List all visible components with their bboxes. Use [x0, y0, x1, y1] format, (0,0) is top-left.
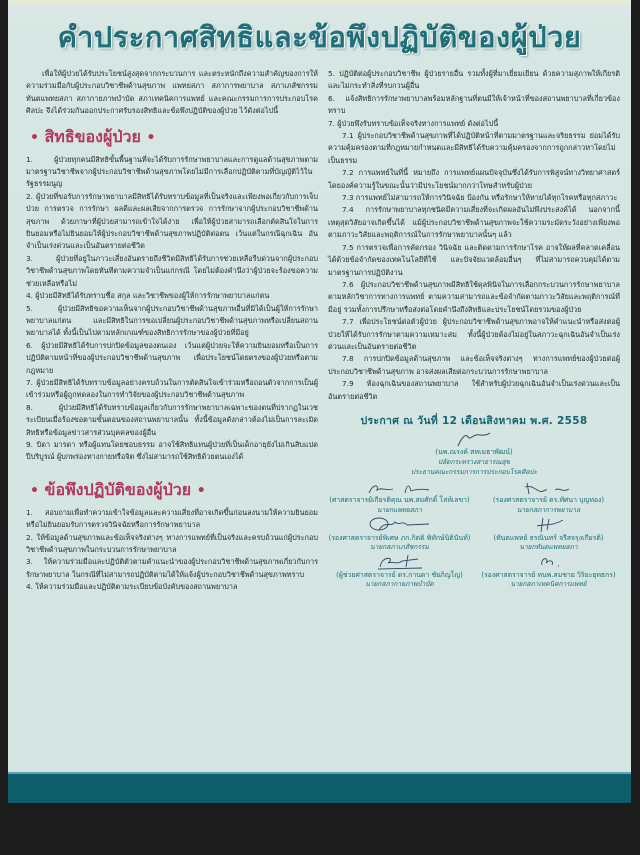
rights-heading-text: สิทธิของผู้ป่วย: [44, 126, 141, 146]
duties-subitem: 7.7 เพื่อประโยชน์ต่อตัวผู้ป่วย ผู้ประกอบวิชาชีพด้านสุขภาพอาจให้คำแนะนำหรือส่งต่อผู้ป่วยให้ได้รับการรักษาตามความเหมาะสม ทั้งนี้ผู้ป่วยต้องไม่อยู่ในสภาวะฉุกเฉินอันจำเป็นเร่งด่วนและเป็นอันตรายต่อชีวิต: [328, 317, 620, 351]
rights-item: 7. ผู้ป่วยมีสิทธิได้รับทราบข้อมูลอย่างครบถ้วนในการตัดสินใจเข้าร่วมหรือถอนตัวจากการเป็นผู้เข้าร่วมหรือผู้ถูกทดลองในการทำวิจัยของผู้ประกอบวิชาชีพด้านสุขภาพ: [26, 377, 318, 400]
duties-subitem: 7.1 ผู้ประกอบวิชาชีพด้านสุขภาพที่ได้ปฏิบัติหน้าที่ตามมาตรฐานและจริยธรรม ย่อมได้รับความคุ้มครองตามที่กฎหมายกำหนดและมีสิทธิได้รับความคุ้มครองจากการถูกกล่าวหาโดยไม่เป็นธรรม: [328, 131, 620, 165]
signatory-name: (รองศาสตราจารย์ ดร.ทัศนา บุญทอง): [492, 496, 605, 505]
signatory-name: (ทันตแพทย์ ธรณินทร์ จรีสจรุงเกียรติ): [493, 533, 604, 542]
signatories-grid: [328, 481, 620, 590]
duties-subitem: 7.6 ผู้ประกอบวิชาชีพด้านสุขภาพมีสิทธิใช้ดุลพินิจในการเลือกกระบวนการรักษาพยาบาลตามหลักวิชาการทางการแพทย์ ตามความสามารถและข้อจำกัดตามภาวะวิสัยและพฤติการณ์ที่มีอยู่ รวมทั้งการปรึกษาหรือส่งต่อโดยคำนึงถึงสิทธิและประโยชน์โดยรวมของผู้ป่วย: [328, 279, 620, 314]
signature-icon: [372, 553, 428, 571]
duties-heading: [30, 480, 318, 501]
rights-item: 9. บิดา มารดา หรือผู้แทนโดยชอบธรรม อาจใช้สิทธิแทนผู้ป่วยที่เป็นเด็กอายุยังไม่เกินสิบแปดปีบริบูรณ์ ผู้บกพร่องทางกายหรือจิต ซึ่งไม่สามารถใช้สิทธิด้วยตนเองได้: [26, 439, 318, 462]
duties-item: 5. ปฏิบัติต่อผู้ประกอบวิชาชีพ ผู้ป่วยรายอื่น รวมทั้งผู้ที่มาเยี่ยมเยียน ด้วยความสุภาพให้เกียรติและไม่กระทำสิ่งที่รบกวนผู้อื่น: [328, 69, 620, 91]
announcement-date: ประกาศ ณ วันที่ 12 เดือนสิงหาคม พ.ศ. 2558: [360, 414, 588, 427]
duties-subitem: 7.3 การแพทย์ไม่สามารถให้การวินิจฉัย ป้องกัน หรือรักษาให้หายได้ทุกโรคหรือทุกสภาวะ: [342, 193, 618, 203]
rights-item: 8. ผู้ป่วยมีสิทธิได้รับทราบข้อมูลเกี่ยวกับการรักษาพยาบาลเฉพาะของตนที่ปรากฏในเวชระเบียนเมื่อร้องขอตามขั้นตอนของสถานพยาบาลนั้น ทั้งนี้ข้อมูลดังกล่าวต้องไม่เป็นการละเมิดสิทธิหรือข้อมูลข่าวสารส่วนบุคคลของผู้อื่น: [26, 402, 318, 437]
left-column: [26, 68, 318, 594]
signature-block: [477, 481, 620, 515]
main-signature-block: [328, 431, 620, 477]
signature-icon: [365, 481, 435, 496]
signatory-role: นายกทันตแพทยสภา: [519, 543, 578, 552]
duties-subitem: 7.4 การรักษาพยาบาลทุกชนิดมีความเสี่ยงที่จะเกิดผลอันไม่พึงประสงค์ได้ นอกจากนี้ เหตุสุดวิสัยอาจเกิดขึ้นได้ แม้ผู้ประกอบวิชาชีพด้านสุขภาพจะใช้ความระมัดระวังอย่างเพียงพอ ตามภาวะวิสัยและพฤติการณ์ในการรักษาพยาบาลนั้นๆ แล้ว: [328, 205, 620, 240]
duties-item: 4. ให้ความร่วมมือและปฏิบัติตามระเบียบข้อบังคับของสถานพยาบาล: [26, 582, 238, 592]
signatory-role: นายกสภาเภสัชกรรม: [370, 543, 429, 552]
duties-subitem: 7.2 การแพทย์ในที่นี้ หมายถึง การแพทย์แผนปัจจุบันซึ่งได้รับการพิสูจน์ทางวิทยาศาสตร์ โดยองค์ความรู้ในขณะนั้นว่ามีประโยชน์มากกว่าโทษสำหรับผู้ป่วย: [328, 168, 620, 190]
signatory-role: นายกสภาการพยาบาล: [516, 505, 581, 514]
footer-band: [8, 772, 631, 803]
bullet-icon: •: [146, 129, 156, 146]
signatory-name: (นพ.ณรงค์ สหเมธาพัฒน์): [435, 448, 513, 457]
duties-item: 2. ให้ข้อมูลด้านสุขภาพและข้อเท็จจริงต่างๆ ทางการแพทย์ที่เป็นจริงและครบถ้วนแก่ผู้ประกอบวิชาชีพด้านสุขภาพในกระบวนการรักษาพยาบาล: [26, 532, 318, 554]
duties-item: 7. ผู้ป่วยพึงรับทราบข้อเท็จจริงทางการแพทย์ ดังต่อไปนี้: [328, 118, 499, 128]
signature-icon: [534, 553, 564, 571]
top-border: [8, 0, 631, 3]
signature-block: [328, 553, 471, 590]
bullet-icon: •: [30, 482, 39, 499]
signatory-role: ปลัดกระทรวงสาธารณสุข: [437, 458, 511, 467]
rights-item: 1. ผู้ป่วยทุกคนมีสิทธิขั้นพื้นฐานที่จะได้รับการรักษาพยาบาลและการดูแลด้านสุขภาพตามมาตรฐานวิชาชีพจากผู้ประกอบวิชาชีพด้านสุขภาพโดยไม่มีการเลือกปฏิบัติตามที่บัญญัติไว้ในรัฐธรรมนูญ: [26, 154, 318, 189]
duties-subitem: 7.5 การตรวจเพื่อการคัดกรอง วินิจฉัย และติดตามการรักษาโรค อาจให้ผลที่คลาดเคลื่อนได้ด้วยข้อจำกัดของเทคโนโลยีที่ใช้ และปัจจัยแวดล้อมอื่นๆ ที่ไม่สามารถควบคุมได้ตามมาตรฐานการปฏิบัติงาน: [328, 242, 620, 277]
signature-block: [477, 516, 620, 553]
signature-block: [477, 553, 620, 590]
rights-item: 3. ผู้ป่วยที่อยู่ในภาวะเสี่ยงอันตรายถึงชีวิตมีสิทธิได้รับการช่วยเหลือรีบด่วนจากผู้ประกอบวิชาชีพด้านสุขภาพโดยทันทีตามความจำเป็นแก่กรณี โดยไม่ต้องคำนึงว่าผู้ป่วยจะร้องขอความช่วยเหลือหรือไม่: [26, 253, 318, 288]
signature-icon: [365, 516, 435, 534]
signatory-role: นายกแพทยสภา: [377, 505, 422, 514]
intro-paragraph: เพื่อให้ผู้ป่วยได้รับประโยชน์สูงสุดจากกระบวนการ และตระหนักถึงความสำคัญของการให้ความร่วมมือกับผู้ประกอบวิชาชีพด้านสุขภาพ แพทยสภา สภาการพยาบาล สภาเภสัชกรรม ทันตแพทยสภา สภากายภาพบำบัด สภาเทคนิคการแพทย์ และคณะกรรมการการประกอบโรคศิลปะ จึงได้ร่วมกันออกประกาศรับรองสิทธิและข้อพึงปฏิบัติของผู้ป่วย ไว้ดังต่อไปนี้: [26, 69, 318, 116]
signature-icon: [529, 516, 569, 534]
duties-subitem: 7.9 ห้องฉุกเฉินของสถานพยาบาล ใช้สำหรับผู้ป่วยฉุกเฉินอันจำเป็นเร่งด่วนและเป็นอันตรายต่อชีวิต: [328, 379, 620, 401]
signatory-role: นายกสภากายภาพบำบัด: [365, 580, 434, 589]
signatory-name: (ผู้ช่วยศาสตราจารย์ ดร.กานดา ชัยภิญโญ): [336, 570, 463, 579]
rights-item: 4. ผู้ป่วยมีสิทธิได้รับทราบชื่อ สกุล และวิชาชีพของผู้ให้การรักษาพยาบาลแก่ตน: [26, 291, 270, 301]
rights-item: 2. ผู้ป่วยที่ขอรับการรักษาพยาบาลมีสิทธิได้รับทราบข้อมูลที่เป็นจริงและเพียงพอเกี่ยวกับการเจ็บป่วย การตรวจ การรักษา ผลดีและผลเสียจากการตรวจ การรักษาจากผู้ประกอบวิชาชีพด้านสุขภาพ ด้วยภาษาที่ผู้ป่วยสามารถเข้าใจได้ง่าย เพื่อให้ผู้ป่วยสามารถเลือกตัดสินใจในการยินยอมหรือไม่ยินยอมให้ผู้ประกอบวิชาชีพด้านสุขภาพปฏิบัติต่อตน เว้นแต่ในกรณีฉุกเฉิน อันจำเป็นเร่งด่วนและเป็นอันตรายต่อชีวิต: [26, 191, 318, 251]
duties-heading-text: ข้อพึงปฏิบัติของผู้ป่วย: [44, 479, 192, 499]
rights-item: 5. ผู้ป่วยมีสิทธิขอความเห็นจากผู้ประกอบวิชาชีพด้านสุขภาพอื่นที่มิได้เป็นผู้ให้การรักษาพยาบาลแก่ตน และมีสิทธิในการขอเปลี่ยนผู้ประกอบวิชาชีพด้านสุขภาพหรือเปลี่ยนสถานพยาบาลได้ ทั้งนี้เป็นไปตามหลักเกณฑ์ของสิทธิการรักษาของผู้ป่วยที่มีอยู่: [26, 303, 318, 338]
bullet-icon: •: [196, 482, 206, 499]
duties-item: 6. แจ้งสิทธิการรักษาพยาบาลพร้อมหลักฐานที่ตนมีให้เจ้าหน้าที่ของสถานพยาบาลที่เกี่ยวข้องทราบ: [328, 93, 620, 116]
signature-icon: [521, 481, 577, 496]
rights-heading: [30, 127, 318, 148]
signatory-role: นายกสภาเทคนิคการแพทย์: [510, 580, 587, 589]
signatory-name: (รองศาสตราจารย์พิเศษ ภก.กิตติ พิทักษ์นิตินันท์): [328, 533, 471, 542]
signature-icon: [454, 431, 494, 447]
right-column: [328, 68, 620, 590]
signature-block: [328, 481, 471, 515]
signature-block: [328, 516, 471, 553]
duties-subitem: 7.8 การปกปิดข้อมูลด้านสุขภาพ และข้อเท็จจริงต่างๆ ทางการแพทย์ของผู้ป่วยต่อผู้ประกอบวิชาชีพด้านสุขภาพ อาจส่งผลเสียต่อกระบวนการรักษาพยาบาล: [328, 354, 620, 376]
page-title: คำประกาศสิทธิและข้อพึงปฏิบัติของผู้ป่วย: [57, 20, 582, 54]
signatory-name: (รองศาสตราจารย์ ทนพ.สมชาย วิริยะยุทธกร): [481, 570, 616, 579]
rights-item: 6. ผู้ป่วยมีสิทธิได้รับการปกปิดข้อมูลของตนเอง เว้นแต่ผู้ป่วยจะให้ความยินยอมหรือเป็นการปฏิบัติตามหน้าที่ของผู้ประกอบวิชาชีพด้านสุขภาพ เพื่อประโยชน์โดยตรงของผู้ป่วยหรือตามกฎหมาย: [26, 340, 318, 375]
duties-item: 3. ให้ความร่วมมือและปฏิบัติตัวตามคำแนะนำของผู้ประกอบวิชาชีพด้านสุขภาพเกี่ยวกับการรักษาพยาบาล ในกรณีที่ไม่สามารถปฏิบัติตามได้ให้แจ้งผู้ประกอบวิชาชีพด้านสุขภาพทราบ: [26, 557, 318, 579]
bullet-icon: •: [30, 129, 39, 146]
signatory-name: (ศาสตราจารย์เกียรติคุณ นพ.สมศักดิ์ โล่ห์เลขา): [329, 496, 470, 505]
duties-item: 1. สอบถามเพื่อทำความเข้าใจข้อมูลและความเสี่ยงที่อาจเกิดขึ้นก่อนลงนามให้ความยินยอม หรือไม่ยินยอมรับการตรวจวินิจฉัยหรือการรักษาพยาบาล: [26, 507, 318, 530]
signatory-role: ประธานคณะกรรมการการประกอบโรคศิลปะ: [410, 468, 538, 477]
announcement-poster: [8, 0, 631, 772]
